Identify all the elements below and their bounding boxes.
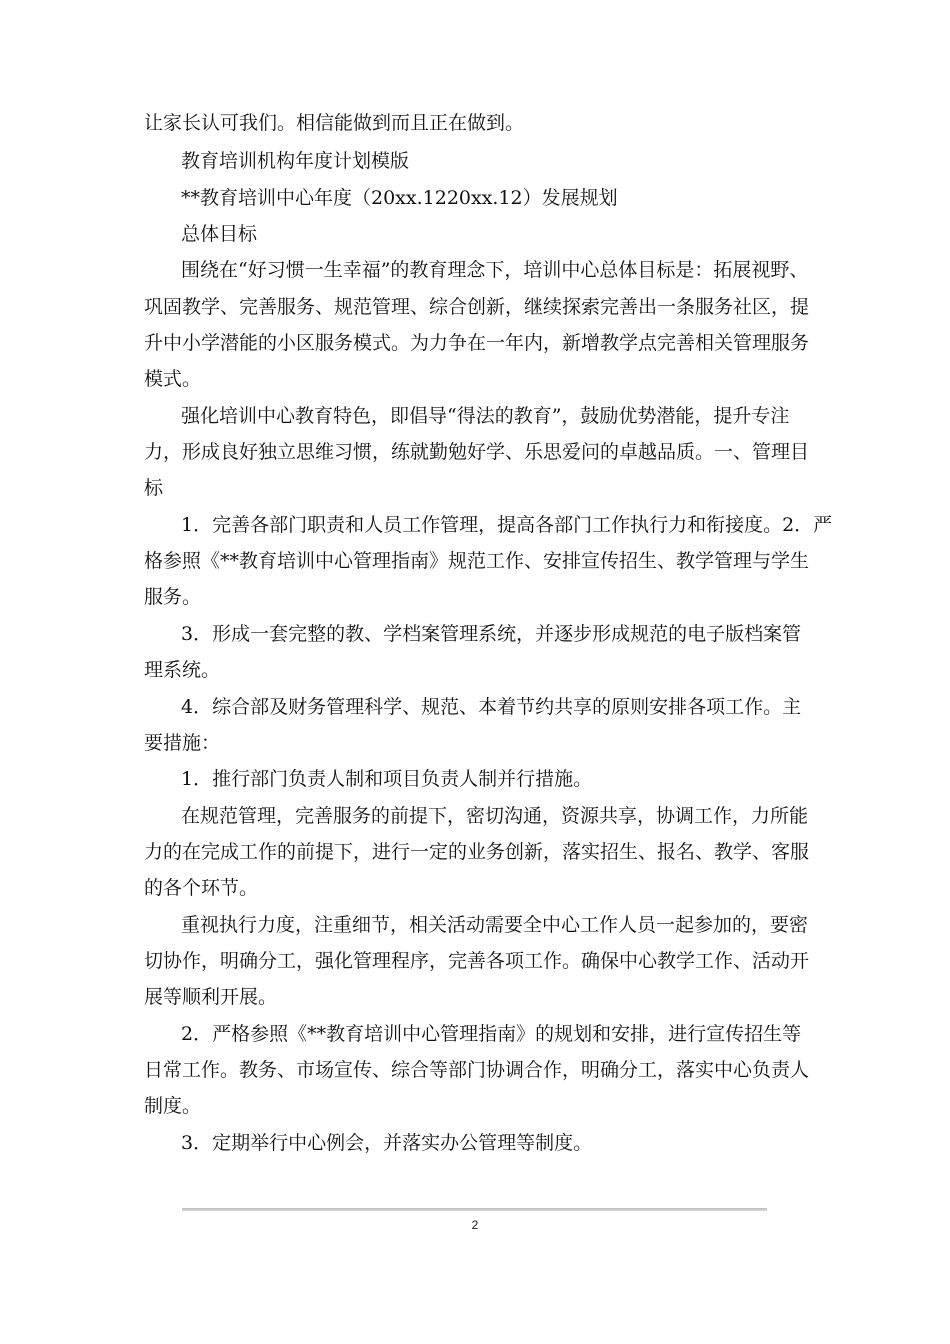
text-line: 标: [144, 477, 164, 499]
text-line: 格参照《**教育培训中心管理指南》规范工作、安排宣传招生、教学管理与学生: [144, 550, 810, 572]
text-line: 要措施：: [144, 732, 221, 754]
text-line: 力，形成良好独立思维习惯，练就勤勉好学、乐思爱问的卓越品质。一、管理目: [144, 441, 810, 463]
page-number: 2: [471, 1218, 479, 1232]
footer-divider: [182, 1208, 767, 1211]
text-line: **教育培训中心年度（20xx.1220xx.12）发展规划: [181, 187, 618, 209]
text-line: 力的在完成工作的前提下，进行一定的业务创新，落实招生、报名、教学、客服: [144, 841, 810, 863]
text-line: 巩固教学、完善服务、规范管理、综合创新，继续探索完善出一条服务社区，提: [144, 296, 810, 318]
text-line: 2．严格参照《**教育培训中心管理指南》的规划和安排，进行宣传招生等: [181, 1023, 802, 1045]
text-line: 服务。: [144, 586, 202, 608]
text-line: 升中小学潜能的小区服务模式。为力争在一年内，新增教学点完善相关管理服务: [144, 332, 810, 354]
text-line: 强化培训中心教育特色，即倡导“得法的教育”，鼓励优势潜能，提升专注: [181, 405, 790, 427]
text-line: 切协作，明确分工，强化管理程序，完善各项工作。确保中心教学工作、活动开: [144, 950, 810, 972]
text-line: 重视执行力度，注重细节，相关活动需要全中心工作人员一起参加的，要密: [181, 914, 809, 936]
text-line: 1．推行部门负责人制和项目负责人制并行措施。: [181, 768, 593, 790]
text-line: 让家长认可我们。相信能做到而且正在做到。: [144, 112, 525, 134]
text-line: 日常工作。教务、市场宣传、综合等部门协调合作，明确分工，落实中心负责人: [144, 1059, 810, 1081]
text-line: 的各个环节。: [144, 877, 259, 899]
text-line: 制度。: [144, 1095, 202, 1117]
text-line: 在规范管理，完善服务的前提下，密切沟通，资源共享，协调工作，力所能: [181, 805, 809, 827]
text-line: 总体目标: [181, 223, 258, 245]
text-line: 3．形成一套完整的教、学档案管理系统，并逐步形成规范的电子版档案管: [181, 623, 802, 645]
text-line: 教育培训机构年度计划模版: [181, 150, 410, 172]
text-line: 围绕在“好习惯一生幸福”的教育理念下，培训中心总体目标是：拓展视野、: [181, 259, 809, 281]
text-line: 模式。: [144, 368, 202, 390]
text-line: 1．完善各部门职责和人员工作管理，提高各部门工作执行力和衔接度。2．严: [181, 514, 833, 536]
text-line: 展等顺利开展。: [144, 986, 278, 1008]
text-line: 理系统。: [144, 659, 221, 681]
text-line: 3．定期举行中心例会，并落实办公管理等制度。: [181, 1132, 593, 1154]
text-line: 4．综合部及财务管理科学、规范、本着节约共享的原则安排各项工作。主: [181, 696, 802, 718]
